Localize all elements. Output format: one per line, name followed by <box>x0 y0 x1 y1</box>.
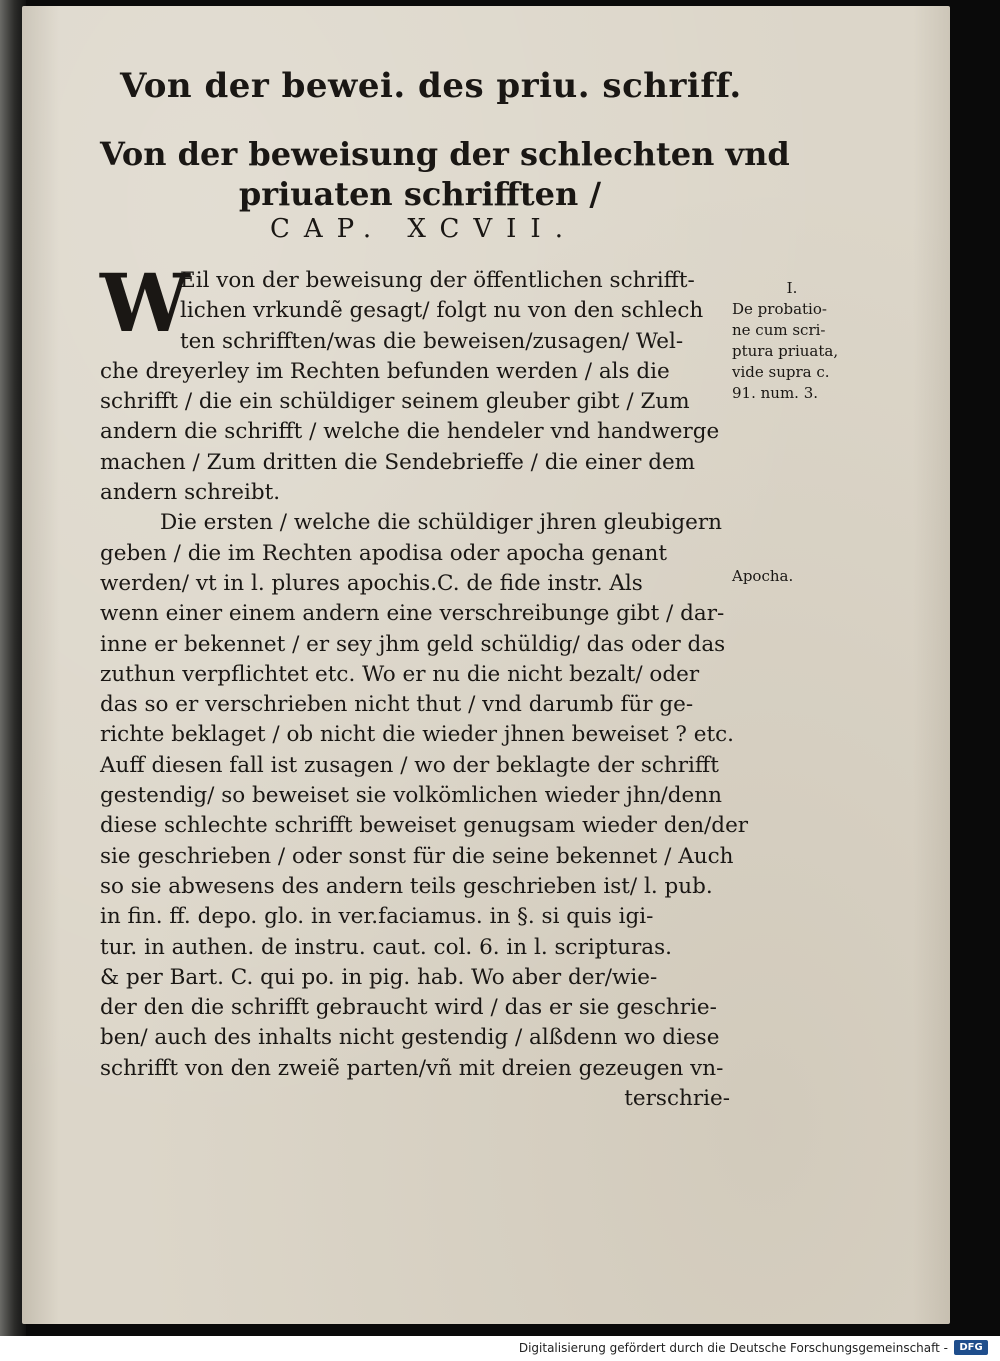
marginal-note-line: De probatio- <box>732 300 827 318</box>
text-line: wenn einer einem andern eine verschreibunge gibt / dar- <box>100 601 725 627</box>
text-line: schrifft von den zweiẽ parten/vñ mit dreien gezeugen vn- <box>100 1055 724 1081</box>
running-head: Von der bewei. des priu. schriff. <box>120 66 742 106</box>
text-line: inne er bekennet / er sey jhm geld schüldig/ das oder das <box>100 631 726 657</box>
text-line: ben/ auch des inhalts nicht gestendig / alßdenn wo diese <box>100 1025 720 1051</box>
marginal-note-line: ne cum scri- <box>732 321 826 339</box>
marginal-note-number: I. <box>786 279 798 297</box>
text-line: diese schlechte schrifft beweiset genugsam wieder den/der <box>100 813 749 839</box>
text-line: andern schreibt. <box>100 480 281 506</box>
text-line: Eil von der beweisung der öffentlichen schrifft- <box>180 268 695 293</box>
text-line: so sie abwesens des andern teils geschrieben ist/ l. pub. <box>100 873 713 899</box>
marginal-note-line: 91. num. 3. <box>732 384 819 402</box>
chapter-title-line: priuaten schrifften / <box>238 175 602 213</box>
text-line: in fin. ff. depo. glo. in ver.faciamus. in §. si quis igi- <box>100 904 654 930</box>
marginal-note <box>732 566 852 587</box>
chapter-title <box>100 134 790 214</box>
marginal-note-line: Apocha. <box>732 567 794 585</box>
text-line: & per Bart. C. qui po. in pig. hab. Wo aber der/wie- <box>100 964 658 990</box>
text-line: gestendig/ so beweiset sie volkömlichen wieder jhn/denn <box>100 783 722 809</box>
text-line: machen / Zum dritten die Sendebrieffe / die einer dem <box>100 449 696 475</box>
text-line: che dreyerley im Rechten befunden werden / als die <box>100 358 670 384</box>
chapter-title-line: Von der beweisung der schlechten vnd <box>100 135 790 173</box>
text-line: richte beklaget / ob nicht die wieder jhnen beweiset ? etc. <box>100 722 734 748</box>
marginal-note-line: vide supra c. <box>732 363 830 381</box>
text-line: Auff diesen fall ist zusagen / wo der beklagte der schrifft <box>100 752 719 778</box>
text-line: ten schrifften/was die beweisen/zusagen/ Wel- <box>180 328 684 354</box>
body-text <box>100 266 749 1114</box>
footer-credit: Digitalisierung gefördert durch die Deutsche Forschungsgemeinschaft - <box>518 1341 948 1355</box>
text-line: geben / die im Rechten apodisa oder apocha genant <box>100 540 667 566</box>
marginal-note-line: ptura priuata, <box>732 342 839 360</box>
text-line: zuthun verpflichtet etc. Wo er nu die nicht bezalt/ oder <box>100 661 700 687</box>
text-line: Die ersten / welche die schüldiger jhren gleubigern <box>160 510 723 536</box>
text-line: sie geschrieben / oder sonst für die seine bekennet / Auch <box>100 843 734 869</box>
marginal-note <box>732 278 852 404</box>
text-line: das so er verschrieben nicht thut / vnd darumb für ge- <box>100 692 694 718</box>
dfg-logo-icon: DFG <box>954 1340 988 1355</box>
drop-cap-initial: W <box>100 256 190 350</box>
text-line: schrifft / die ein schüldiger seinem gleuber gibt / Zum <box>100 389 690 415</box>
text-line: der den die schrifft gebraucht wird / das er sie geschrie- <box>100 995 717 1021</box>
text-line: tur. in authen. de instru. caut. col. 6. in l. scripturas. <box>100 934 672 960</box>
chapter-number: CAP. XCVII. <box>270 214 577 244</box>
catchword: terschrie- <box>624 1086 730 1112</box>
text-line: andern die schrifft / welche die hendeler vnd handwerge <box>100 419 720 445</box>
text-line: lichen vrkundẽ gesagt/ folgt nu von den schlech <box>180 298 704 324</box>
text-line: werden/ vt in l. plures apochis.C. de fide instr. Als <box>100 570 643 596</box>
